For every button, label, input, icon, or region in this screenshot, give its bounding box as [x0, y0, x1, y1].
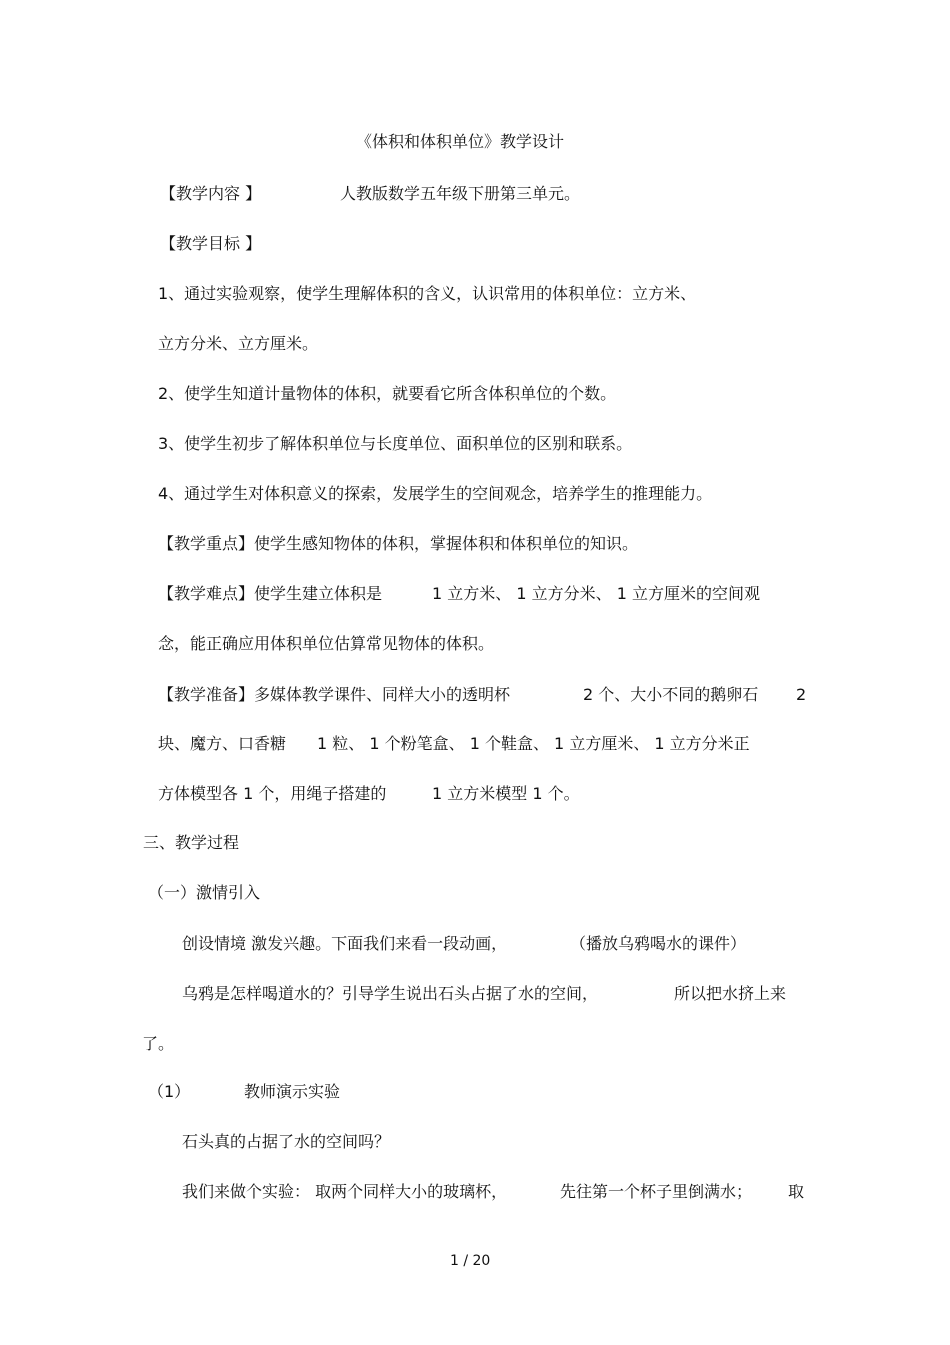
step-1-title: 教师演示实验 [244, 1082, 341, 1101]
experiment-line-b: 先往第一个杯子里倒满水； [560, 1182, 753, 1201]
objective-1-line-2: 立方分米、立方厘米。 [158, 334, 319, 353]
question-line: 石头真的占据了水的空间吗？ [182, 1132, 391, 1151]
section-heading: 三、教学过程 [143, 833, 240, 852]
objective-4: 4、通过学生对体积意义的探索，发展学生的空间观念，培养学生的推理能力。 [158, 484, 713, 503]
subsection-heading: （一）激情引入 [148, 883, 261, 902]
key-point: 【教学重点】使学生感知物体的体积，掌握体积和体积单位的知识。 [158, 534, 639, 553]
preparation-line-3a: 方体模型各 1 个，用绳子搭建的 [158, 784, 387, 803]
content-text: 人教版数学五年级下册第三单元。 [340, 184, 581, 203]
objectives-label: 【教学目标 】 [160, 234, 262, 253]
crow-line-2: 了。 [142, 1034, 175, 1053]
difficulty-line-2: 念，能正确应用体积单位估算常见物体的体积。 [158, 634, 495, 653]
experiment-line-a: 我们来做个实验： 取两个同样大小的玻璃杯， [182, 1182, 508, 1201]
document-title: 《体积和体积单位》教学设计 [356, 132, 565, 151]
step-1-number: （1） [148, 1082, 191, 1101]
crow-line-1a: 乌鸦是怎样喝道水的？引导学生说出石头占据了水的空间， [182, 984, 599, 1003]
preparation-line-2b: 1 粒、 1 个粉笔盒、 1 个鞋盒、 1 立方厘米、 1 立方分米正 [317, 734, 750, 753]
intro-line-b: （播放乌鸦喝水的课件） [570, 934, 747, 953]
difficulty-line-1a: 【教学难点】使学生建立体积是 [158, 584, 383, 603]
objective-2: 2、使学生知道计量物体的体积，就要看它所含体积单位的个数。 [158, 384, 617, 403]
objective-3: 3、使学生初步了解体积单位与长度单位、面积单位的区别和联系。 [158, 434, 633, 453]
page-indicator: 1 / 20 [450, 1253, 491, 1269]
preparation-line-1c: 2 [796, 685, 807, 704]
preparation-line-1a: 【教学准备】多媒体教学课件、同样大小的透明杯 [158, 685, 511, 704]
difficulty-line-1b: 1 立方米、 1 立方分米、 1 立方厘米的空间观 [432, 584, 760, 603]
preparation-line-3b: 1 立方米模型 1 个。 [432, 784, 580, 803]
intro-line-a: 创设情境 激发兴趣。下面我们来看一段动画， [182, 934, 508, 953]
experiment-line-c: 取 [788, 1182, 805, 1201]
preparation-line-1b: 2 个、大小不同的鹅卵石 [583, 685, 759, 704]
objective-1-line-1: 1、通过实验观察，使学生理解体积的含义，认识常用的体积单位：立方米、 [158, 284, 697, 303]
crow-line-1b: 所以把水挤上来 [674, 984, 787, 1003]
preparation-line-2a: 块、魔方、口香糖 [158, 734, 287, 753]
content-label: 【教学内容 】 [160, 184, 262, 203]
